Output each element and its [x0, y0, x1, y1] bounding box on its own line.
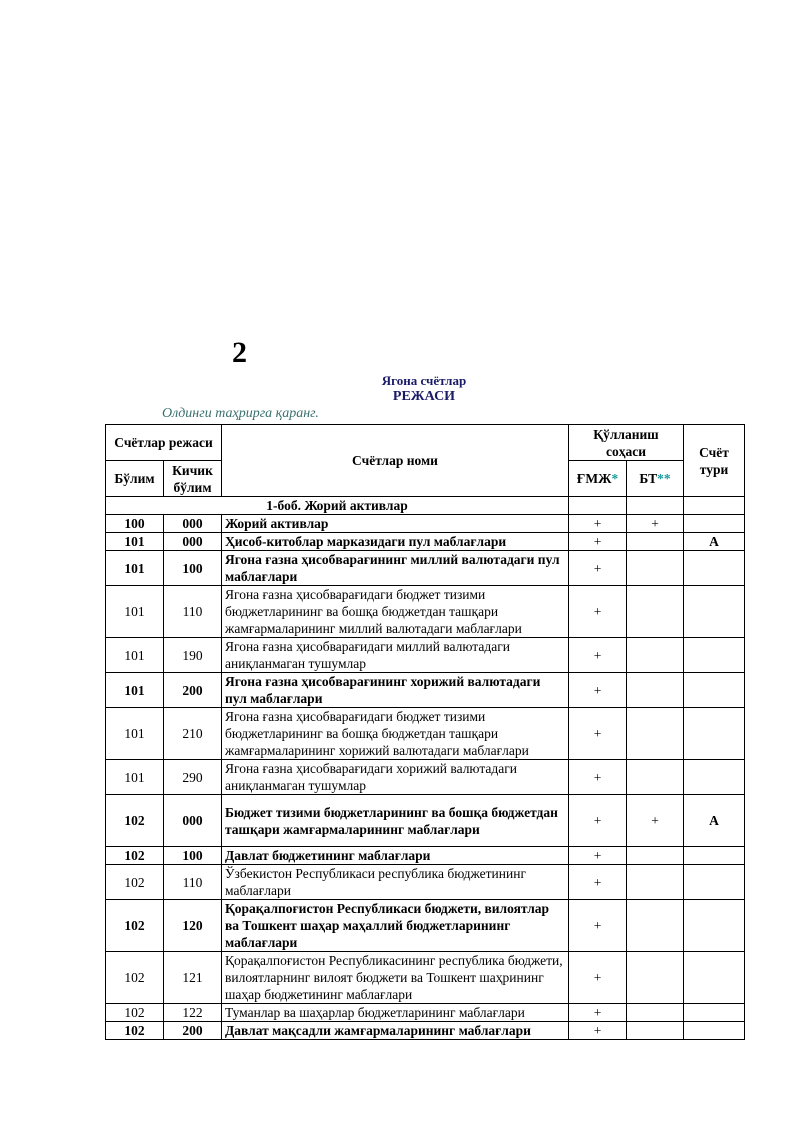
cell-subsection: 000 — [164, 795, 222, 847]
cell-section: 102 — [106, 795, 164, 847]
cell-gmzh: + — [569, 586, 627, 638]
table-row — [106, 551, 745, 586]
cell-subsection: 190 — [164, 638, 222, 673]
cell-subsection: 000 — [164, 533, 222, 551]
cell-account-name: Ягона ғазна ҳисобварағидаги миллий валютадаги аниқланмаган тушумлар — [222, 638, 569, 673]
cell-account-type — [684, 551, 745, 586]
cell-bt — [627, 638, 684, 673]
header-accounts-plan: Счётлар режаси — [106, 425, 222, 461]
cell-account-type — [684, 708, 745, 760]
table-row — [106, 900, 745, 952]
cell-section: 101 — [106, 533, 164, 551]
cell-bt — [627, 586, 684, 638]
cell-account-type — [684, 760, 745, 795]
cell-section: 102 — [106, 865, 164, 900]
cell-subsection: 122 — [164, 1004, 222, 1022]
cell-section: 102 — [106, 952, 164, 1004]
header-bt — [627, 461, 684, 497]
cell-account-name: Ягона ғазна ҳисобварағидаги бюджет тизими бюджетларининг ва бошқа бюджетдан ташқари жамғармаларининг хорижий валютадаги маблағлари — [222, 708, 569, 760]
cell-bt — [627, 708, 684, 760]
cell-subsection: 120 — [164, 900, 222, 952]
cell-account-name: Ягона ғазна ҳисобварағининг хорижий валютадаги пул маблағлари — [222, 673, 569, 708]
cell-section: 100 — [106, 515, 164, 533]
header-bt-mark: ** — [657, 471, 671, 486]
cell-account-type: А — [684, 795, 745, 847]
cell-subsection: 110 — [164, 586, 222, 638]
header-account-name: Счётлар номи — [222, 425, 569, 497]
cell-bt — [627, 673, 684, 708]
cell-account-name: Қорақалпоғистон Республикасининг республика бюджети, вилоятларнинг вилоят бюджети ва Тошкент шаҳрининг шаҳар бюджетининг маблағлари — [222, 952, 569, 1004]
cell-section: 101 — [106, 551, 164, 586]
table-row — [106, 586, 745, 638]
cell-bt — [627, 533, 684, 551]
cell-section: 102 — [106, 1004, 164, 1022]
cell-bt — [627, 900, 684, 952]
cell-gmzh: + — [569, 1004, 627, 1022]
cell-subsection: 100 — [164, 551, 222, 586]
cell-account-type — [684, 1004, 745, 1022]
cell-account-name: Ягона ғазна ҳисобварағидаги бюджет тизими бюджетларининг ва бошқа бюджетдан ташқари жамғармаларининг миллий валютадаги маблағлари — [222, 586, 569, 638]
cell-account-name: Туманлар ва шаҳарлар бюджетларининг маблағлари — [222, 1004, 569, 1022]
chapter-gmzh-cell — [569, 497, 627, 515]
chapter-heading: 1-боб. Жорий активлар — [106, 497, 569, 515]
cell-gmzh: + — [569, 865, 627, 900]
cell-bt — [627, 551, 684, 586]
table-row — [106, 638, 745, 673]
cell-account-type: А — [684, 533, 745, 551]
cell-bt — [627, 952, 684, 1004]
table-row — [106, 795, 745, 847]
header-bt-label: БТ — [639, 471, 658, 486]
cell-gmzh: + — [569, 708, 627, 760]
accounts-plan-table — [105, 424, 745, 1040]
table-row — [106, 673, 745, 708]
cell-gmzh: + — [569, 952, 627, 1004]
previous-edition-link[interactable]: Олдинги таҳрирга қаранг. — [162, 406, 319, 421]
cell-bt — [627, 847, 684, 865]
cell-account-type — [684, 586, 745, 638]
page-number: 2 — [232, 336, 247, 369]
cell-bt — [627, 865, 684, 900]
cell-gmzh: + — [569, 515, 627, 533]
document-title-line2: РЕЖАСИ — [392, 389, 456, 404]
cell-bt — [627, 760, 684, 795]
cell-account-name: Жорий активлар — [222, 515, 569, 533]
header-gmzh-mark: * — [611, 471, 619, 486]
cell-subsection: 000 — [164, 515, 222, 533]
cell-gmzh: + — [569, 551, 627, 586]
cell-gmzh: + — [569, 673, 627, 708]
cell-gmzh: + — [569, 638, 627, 673]
cell-subsection: 200 — [164, 1022, 222, 1040]
cell-subsection: 110 — [164, 865, 222, 900]
table-row — [106, 847, 745, 865]
table-row — [106, 952, 745, 1004]
table-row — [106, 515, 745, 533]
cell-account-type — [684, 900, 745, 952]
chapter-type-cell — [684, 497, 745, 515]
cell-account-name: Ягона ғазна ҳисобварағининг миллий валютадаги пул маблағлари — [222, 551, 569, 586]
cell-bt — [627, 1004, 684, 1022]
cell-subsection: 210 — [164, 708, 222, 760]
cell-gmzh: + — [569, 847, 627, 865]
table-row — [106, 760, 745, 795]
cell-section: 101 — [106, 760, 164, 795]
cell-gmzh: + — [569, 795, 627, 847]
cell-section: 102 — [106, 847, 164, 865]
cell-account-name: Давлат мақсадли жамғармаларининг маблағлари — [222, 1022, 569, 1040]
header-scope: Қўлланиш соҳаси — [569, 425, 684, 461]
cell-account-type — [684, 865, 745, 900]
cell-bt: + — [627, 795, 684, 847]
table-row — [106, 865, 745, 900]
header-gmzh-label: ҒМЖ — [576, 471, 612, 486]
cell-section: 102 — [106, 1022, 164, 1040]
chapter-bt-cell — [627, 497, 684, 515]
cell-section: 101 — [106, 586, 164, 638]
cell-gmzh: + — [569, 1022, 627, 1040]
cell-account-type — [684, 673, 745, 708]
cell-section: 101 — [106, 708, 164, 760]
table-row — [106, 1022, 745, 1040]
cell-account-type — [684, 952, 745, 1004]
table-row — [106, 533, 745, 551]
cell-account-type — [684, 847, 745, 865]
cell-bt — [627, 1022, 684, 1040]
table-row — [106, 1004, 745, 1022]
header-subsection: Кичик бўлим — [164, 461, 222, 497]
header-section: Бўлим — [106, 461, 164, 497]
cell-subsection: 100 — [164, 847, 222, 865]
header-account-type: Счёт тури — [684, 425, 745, 497]
cell-account-name: Ягона ғазна ҳисобварағидаги хорижий валютадаги аниқланмаган тушумлар — [222, 760, 569, 795]
cell-account-type — [684, 638, 745, 673]
document-title-line1: Ягона счётлар — [381, 373, 467, 388]
header-gmzh — [569, 461, 627, 497]
cell-account-name: Ҳисоб-китоблар марказидаги пул маблағлари — [222, 533, 569, 551]
cell-section: 102 — [106, 900, 164, 952]
cell-gmzh: + — [569, 900, 627, 952]
cell-gmzh: + — [569, 533, 627, 551]
cell-subsection: 290 — [164, 760, 222, 795]
cell-account-name: Бюджет тизими бюджетларининг ва бошқа бюджетдан ташқари жамғармаларининг маблағлари — [222, 795, 569, 847]
cell-account-name: Қорақалпоғистон Республикаси бюджети, вилоятлар ва Тошкент шаҳар маҳаллий бюджетларининг маблағлари — [222, 900, 569, 952]
cell-account-type — [684, 1022, 745, 1040]
cell-account-name: Ўзбекистон Республикаси республика бюджетининг маблағлари — [222, 865, 569, 900]
cell-account-type — [684, 515, 745, 533]
cell-subsection: 121 — [164, 952, 222, 1004]
cell-section: 101 — [106, 638, 164, 673]
cell-subsection: 200 — [164, 673, 222, 708]
cell-account-name: Давлат бюджетининг маблағлари — [222, 847, 569, 865]
cell-gmzh: + — [569, 760, 627, 795]
cell-bt: + — [627, 515, 684, 533]
cell-section: 101 — [106, 673, 164, 708]
table-row — [106, 708, 745, 760]
